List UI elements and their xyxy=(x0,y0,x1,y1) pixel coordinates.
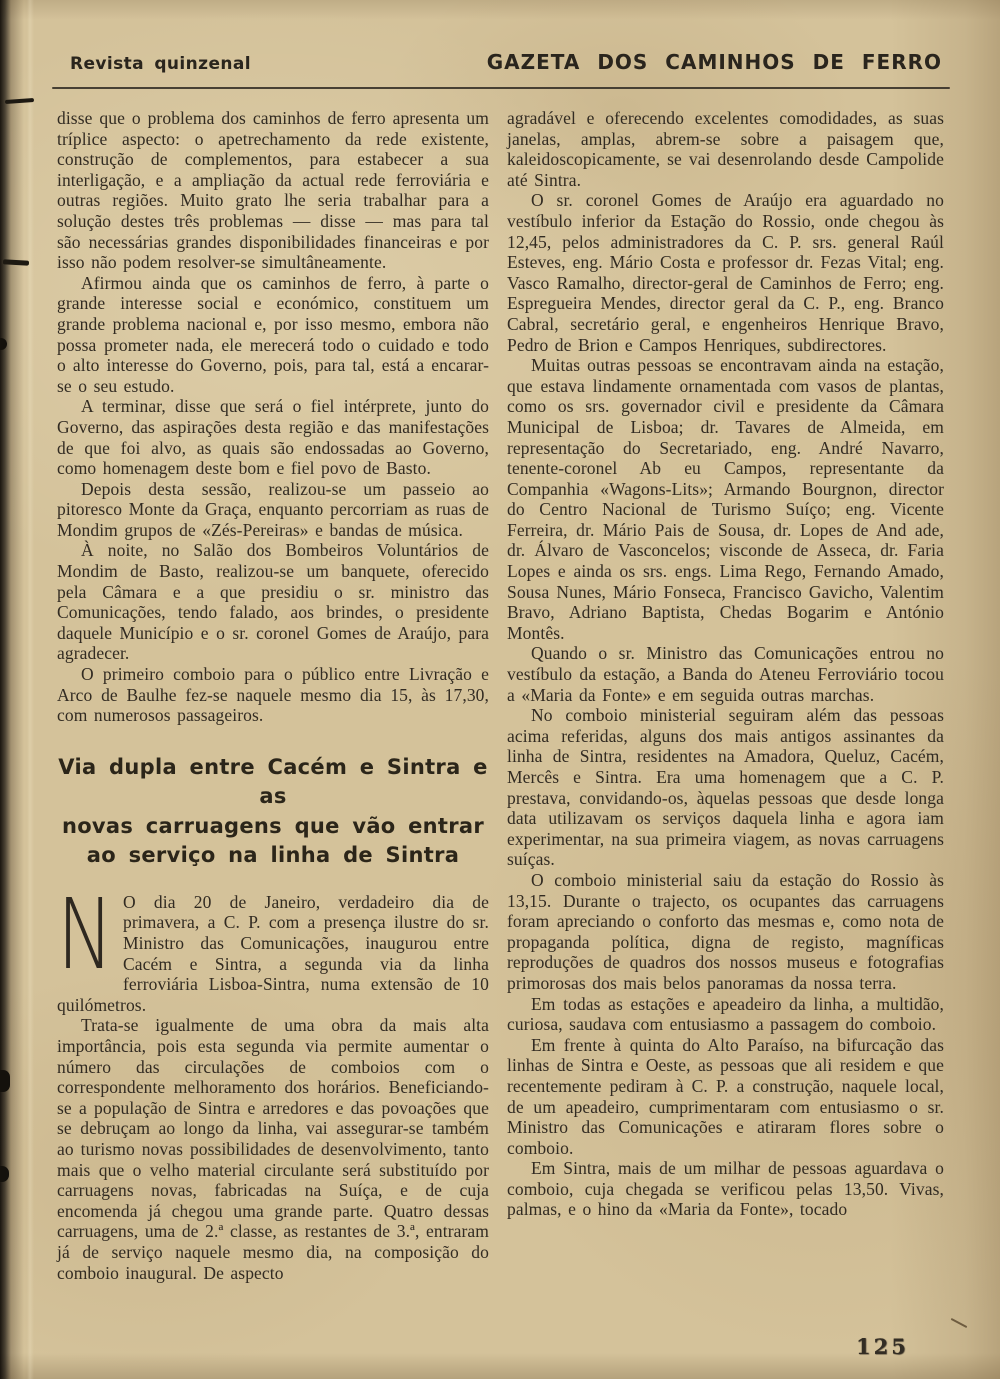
paragraph: Muitas outras pessoas se encontravam ainda na estação, que estava lindamente ornamentada com vasos de plantas, como os srs. governador civil e presidente da Câmara Municipal de Lisboa; dr. Tavares de Almeida, em representação do Secretariado, eng. André Navarro, tenente-coronel Ab eu Campos, representante da Companhia «Wagons-Lits»; Armando Bourgnon, director do Centro Nacional de Turismo Suíço; eng. Vicente Ferreira, dr. Mário Pais de Sousa, dr. Lopes de And ade, dr. Álvaro de Vasconcelos; visconde de Asseca, dr. Faria Lopes e ainda os srs. engs. Lima Rego, Fernando Amado, Sousa Nunes, Mário Fonseca, Francisco Gavicho, Valentim Bravo, Adriano Baptista, Chedas Bogarim e António Montês. xyxy=(507,355,944,643)
column-right xyxy=(507,108,944,1283)
header-rule xyxy=(52,87,950,89)
paragraph: No comboio ministerial seguiram além das pessoas acima referidas, alguns dos mais antigos assinantes da linha de Sintra, residentes na Amadora, Queluz, Cacém, Mercês e Sintra. Era uma homenagem que a C. P. prestava, convidando-os, àquelas pessoas que desde longa data utilizavam os serviços daquela linha e agora iam experimentar, na sua primeira viagem, as novas carruagens suíças. xyxy=(507,705,944,870)
paragraph: Afirmou ainda que os caminhos de ferro, à parte o grande interesse social e económico, constituem um grande problema nacional e, por isso mesmo, embora não possa prometer nada, ele merecerá todo o cuidado e todo o alto interesse do Governo, pois, para tal, está a encarar-se o seu estudo. xyxy=(57,272,489,396)
staple-mark xyxy=(5,98,34,104)
paragraph: Em todas as estações e apeadeiro da linha, a multidão, curiosa, saudava com entusiasmo a passagem do comboio. xyxy=(507,993,944,1035)
paragraph: Depois desta sessão, realizou-se um passeio ao pitoresco Monte da Graça, enquanto percorriam as ruas de Mondim grupos de «Zés-Pereiras» e bandas de música. xyxy=(57,478,489,540)
paragraph: A terminar, disse que será o fiel intérprete, junto do Governo, das aspirações desta região e das manifestações de que foi alvo, as quais são endossadas ao Governo, como homenagem deste bom e fiel povo de Basto. xyxy=(57,396,489,479)
paragraph: Quando o sr. Ministro das Comunicações entrou no vestíbulo da estação, a Banda do Ateneu Ferroviário tocou a «Maria da Fonte» e em seguida outras marchas. xyxy=(507,643,944,705)
column-left xyxy=(57,108,489,1283)
page-header xyxy=(70,50,942,74)
paragraph: agradável e oferecendo excelentes comodidades, as suas janelas, amplas, abrem-se sobre a paisagem que, kaleidoscopicamente, se vai desenrolando desde Campolide até Sintra. xyxy=(507,108,944,190)
binding-ink-blot xyxy=(0,1070,10,1092)
journal-title: GAZETA DOS CAMINHOS DE FERRO xyxy=(486,50,942,74)
staple-mark xyxy=(3,259,29,265)
section-heading xyxy=(57,753,489,871)
paragraph: O sr. coronel Gomes de Araújo era aguardado no vestíbulo inferior da Estação do Rossio, onde chegou às 12,45, pelos administradores da C. P. srs. general Raúl Esteves, eng. Mário Costa e professor dr. Fezas Vital; eng. Vasco Ramalho, director-geral de Caminhos de Ferro; eng. Espregueira Mendes, director geral da C. P., eng. Branco Cabral, secretário geral, e engenheiros Henrique Bravo, Pedro de Brion e Campos Henriques, subdirectores. xyxy=(507,190,944,355)
paragraph-text: O dia 20 de Janeiro, verdadeiro dia de primavera, a C. P. com a presença ilustre do sr. Ministro das Comunicações, inaugurou entre Cacém e Sintra, a segunda via da linha ferroviária Lisboa-Sintra, numa extensão de 10 quilómetros. xyxy=(57,891,489,1015)
journal-subtitle: Revista quinzenal xyxy=(70,54,251,74)
scratch-mark xyxy=(951,1318,968,1328)
binding-ink-blot xyxy=(0,338,7,350)
paragraph: O primeiro comboio para o público entre Livração e Arco de Baulhe fez-se naquele mesmo dia 15, às 17,30, com numerosos passageiros. xyxy=(57,664,489,726)
heading-line: Via dupla entre Cacém e Sintra e as xyxy=(58,754,488,809)
two-column-layout xyxy=(57,108,944,1283)
page-number: 125 xyxy=(856,1334,909,1359)
paragraph: O comboio ministerial saiu da estação do Rossio às 13,15. Durante o trajecto, os ocupantes das carruagens foram apreciando o conforto das mesmas e, como nota de propaganda política, digna de registo, magníficas reproduções de quadros dos nossos museus e fotografias primorosas dos mais belos panoramas da nossa terra. xyxy=(507,869,944,993)
heading-line: novas carruagens que vão entrar xyxy=(61,813,485,838)
article-opening-paragraph xyxy=(57,877,489,1016)
binding-ink-blot xyxy=(0,1166,9,1182)
paragraph: Trata-se igualmente de uma obra da mais alta importância, pois esta segunda via permite aumentar o número das circulações de comboios com o correspondente melhoramento dos horários. Beneficiando-se a população de Sintra e arredores e das povoações que se debruçam ao longo da linha, vai assegurar-se também ao turismo novas possibilidades de desenvolvimento, tanto mais que o velho material circulante será substituído por carruagens novas, fabricadas na Suíça, e de cuja encomenda já chegou uma grande parte. Quatro dessas carruagens, uma de 2.ª classe, as restantes de 3.ª, entraram já de serviço naquele mesmo dia, na composição do comboio inaugural. De aspecto xyxy=(57,1015,489,1283)
dropcap-letter: N xyxy=(57,877,114,991)
paragraph: disse que o problema dos caminhos de ferro apresenta um tríplice aspecto: o apetrechamento da rede existente, construção de complementos, para estabecer a sua interligação, e a ampliação da actual rede ferroviária e outras regiões. Muito grato lhe seria trabalhar para a solução destes três problemas — disse — mas para tal são necessárias grandes disponibilidades financeiras e por isso não podem resolver-se simultâneamente. xyxy=(57,108,489,273)
paragraph: Em frente à quinta do Alto Paraíso, na bifurcação das linhas de Sintra e Oeste, as pessoas que ali residem e que recentemente pediram à C. P. a construção, naquele local, de um apeadeiro, cumprimentaram com entusiasmo o sr. Ministro das Comunicações e atiraram flores sobre o comboio. xyxy=(507,1034,944,1158)
paragraph: À noite, no Salão dos Bombeiros Voluntários de Mondim de Basto, realizou-se um banquete, oferecido pela Câmara e a que presidiu o sr. ministro das Comunicações, tendo falado, aos brindes, o presidente daquele Município e o sr. coronel Gomes de Araújo, para agradecer. xyxy=(57,540,489,664)
heading-line: ao serviço na linha de Sintra xyxy=(86,843,460,868)
paragraph: Em Sintra, mais de um milhar de pessoas aguardava o comboio, cuja chegada se verificou pelas 13,50. Vivas, palmas, e o hino da «Maria da Fonte», tocado xyxy=(507,1158,944,1220)
